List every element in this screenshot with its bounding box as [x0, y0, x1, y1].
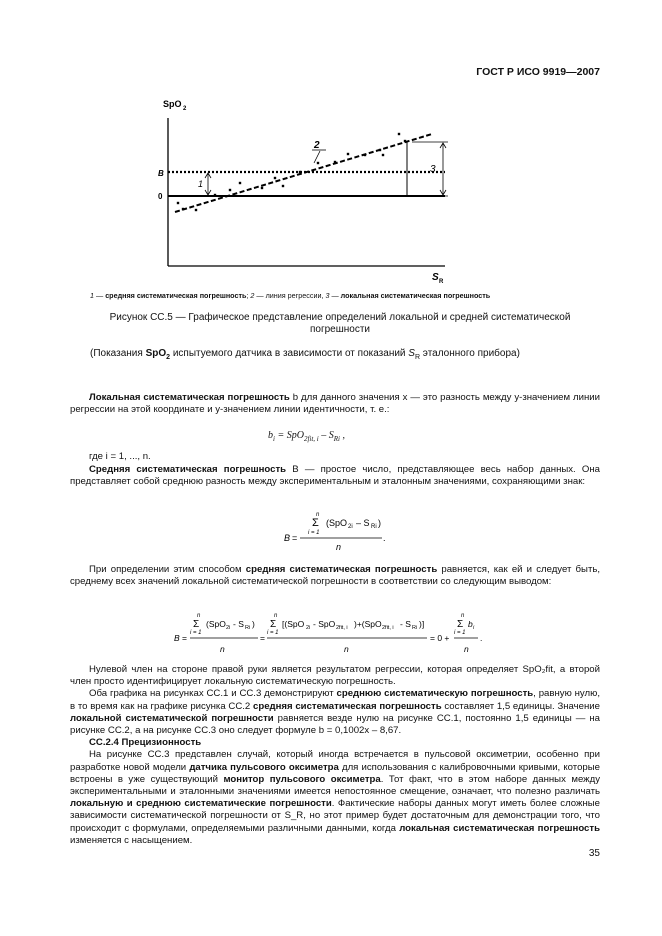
svg-text:=: = [260, 633, 265, 643]
svg-text:2i: 2i [226, 625, 231, 631]
svg-text:n: n [316, 512, 320, 518]
data-point [282, 185, 284, 187]
svg-text:Σ: Σ [270, 619, 277, 630]
figure-subcaption: (Показания SpO$_2$ испытуемого датчика в зависимости от показаний $S_R$ эталонного прибора) [90, 348, 520, 361]
data-point [261, 187, 263, 189]
page-number: 35 [588, 848, 600, 859]
svg-text:n: n [336, 542, 342, 552]
body-section [70, 664, 600, 847]
svg-text:= 0 +: = 0 + [430, 633, 450, 643]
svg-text:): ) [252, 619, 255, 629]
data-points [177, 133, 406, 211]
paragraph-graphs: Оба графика на рисунках СС.1 и СС.3 демонстрируют среднюю систематическую погрешность, равную нулю, в то время как на графике рисунка СС.2 средняя систематическая погрешность составляет 1,5 единицы. Значение локальной систематической погрешности равняется везде нулю на рисунке СС.1, постоянно 1,5 единицы — на рисунке СС.2, а на рисунке СС.3 оно следует формуле b = 0,1002x – 8,67. [70, 688, 600, 737]
x-axis-label: S [432, 272, 439, 283]
svg-text:B: B [174, 633, 180, 643]
svg-text:B: B [284, 533, 291, 543]
svg-text:Σ: Σ [457, 619, 464, 630]
equation-mean-bias [270, 508, 390, 552]
svg-text:)]: )] [419, 619, 425, 629]
data-point [404, 140, 406, 142]
svg-text:.: . [383, 533, 386, 543]
tick-B: B [158, 169, 164, 178]
svg-text:Ri: Ri [412, 625, 418, 631]
data-point [379, 149, 381, 151]
y-axis-label: SpO [163, 99, 182, 109]
paragraph-local-bias: Локальная систематическая погрешность b для данного значения x — это разность между y-значением линии регрессии на этой координате и y-значением линии идентичности, т. е.: [70, 392, 601, 416]
marker-3: 3 [430, 164, 436, 175]
data-point [195, 209, 197, 211]
equation-derivation [170, 610, 500, 658]
data-point [182, 208, 184, 210]
section-heading: СС.2.4 Прецизионность [89, 737, 202, 749]
data-point [347, 153, 349, 155]
svg-text:n: n [274, 613, 278, 619]
svg-text:2i: 2i [306, 625, 311, 631]
svg-text:.: . [480, 633, 483, 643]
data-point [274, 177, 276, 179]
figure-caption: Рисунок СС.5 — Графическое представление определений локальной и средней систематической погрешности [109, 312, 571, 335]
svg-text:Ri: Ri [245, 625, 251, 631]
svg-text:(SpO: (SpO [206, 619, 226, 629]
data-point [334, 161, 336, 163]
svg-text:n: n [220, 644, 225, 654]
svg-text:i = 1: i = 1 [190, 630, 202, 636]
svg-text:): ) [378, 518, 381, 528]
paragraph-zero-term: Нулевой член на стороне правой руки является результатом регрессии, которая определяет SpO₂fit, а второй член просто идентифицирует локальную систематическую погрешность. [70, 664, 600, 688]
svg-text:- S: - S [233, 619, 244, 629]
data-point [398, 133, 400, 135]
svg-text:Σ: Σ [193, 619, 200, 630]
svg-text:=: = [292, 533, 298, 543]
data-point [229, 189, 231, 191]
svg-text:2i: 2i [348, 524, 353, 530]
svg-text:Ri: Ri [371, 524, 377, 530]
svg-text:Σ: Σ [312, 517, 319, 529]
svg-text:b: b [468, 619, 473, 629]
paragraph-derivation: При определении этим способом средняя систематическая погрешность равняется, как ей и следует быть, среднему всех значений локальной систематической погрешности в соответствии со следующим выводом: [70, 564, 601, 588]
equation-local-bias: $b_i = SpO_{2fit, i} - S_{Ri}$ , [268, 430, 345, 443]
svg-text:2fit, i: 2fit, i [336, 625, 348, 631]
svg-text:=: = [182, 633, 187, 643]
y-axis-label-sub: 2 [183, 106, 187, 112]
svg-text:i = 1: i = 1 [267, 630, 279, 636]
svg-text:i = 1: i = 1 [308, 530, 320, 536]
data-point [364, 154, 366, 156]
svg-text:2fit, i: 2fit, i [382, 625, 394, 631]
figure-legend: 1 — средняя систематическая погрешность; 2 — линия регрессии, 3 — локальная систематическая погрешность [90, 291, 491, 300]
data-point [382, 154, 384, 156]
svg-text:– S: – S [356, 518, 370, 528]
svg-text:n: n [464, 644, 469, 654]
svg-text:n: n [197, 613, 201, 619]
svg-text:n: n [461, 613, 465, 619]
svg-text:)+(SpO: )+(SpO [354, 619, 382, 629]
data-point [177, 202, 179, 204]
svg-text:- S: - S [400, 619, 411, 629]
data-point [299, 171, 301, 173]
svg-text:- SpO: - SpO [313, 619, 336, 629]
svg-text:[(SpO: [(SpO [282, 619, 305, 629]
svg-text:(SpO: (SpO [326, 518, 348, 528]
svg-text:n: n [344, 644, 349, 654]
figure-chart [0, 0, 662, 290]
marker-2: 2 [314, 140, 320, 151]
x-axis-label-sub: R [439, 279, 444, 285]
svg-text:i = 1: i = 1 [454, 630, 466, 636]
paragraph-mean-bias: Средняя систематическая погрешность B — простое число, представляющее весь набор данных. Она представляет собой среднюю разность между экспериментальным и эталонным значениями, сохраняющими знак: [70, 464, 600, 488]
data-point [214, 194, 216, 196]
document-header: ГОСТ Р ИСО 9919—2007 [476, 66, 600, 78]
paragraph-where: где i = 1, ..., n. [89, 451, 151, 462]
paragraph-precision: На рисунке СС.3 представлен случай, который иногда встречается в пульсовой оксиметрии, особенно при разработке новой модели датчика пульсового оксиметра для использования с калибровочными кривыми, которые встроены в уже существующий монитор пульсового оксиметра. Тот факт, что в этом наборе данных между экспериментальными и эталонными значениями имеется непостоянное смещение, означает, что полезно различать локальную и среднюю систематические погрешности. Фактические наборы данных могут иметь более сложные зависимости систематической погрешности от S_R, но этот пример будет достаточным для демонстрации того, что происходит с формулами, определяемыми различными данными, когда локальная систематическая погрешность изменяется с насыщением. [70, 749, 600, 846]
svg-text:i: i [473, 625, 475, 631]
tick-0: 0 [158, 192, 163, 201]
marker-1: 1 [198, 179, 204, 189]
data-point [239, 182, 241, 184]
data-point [317, 162, 319, 164]
